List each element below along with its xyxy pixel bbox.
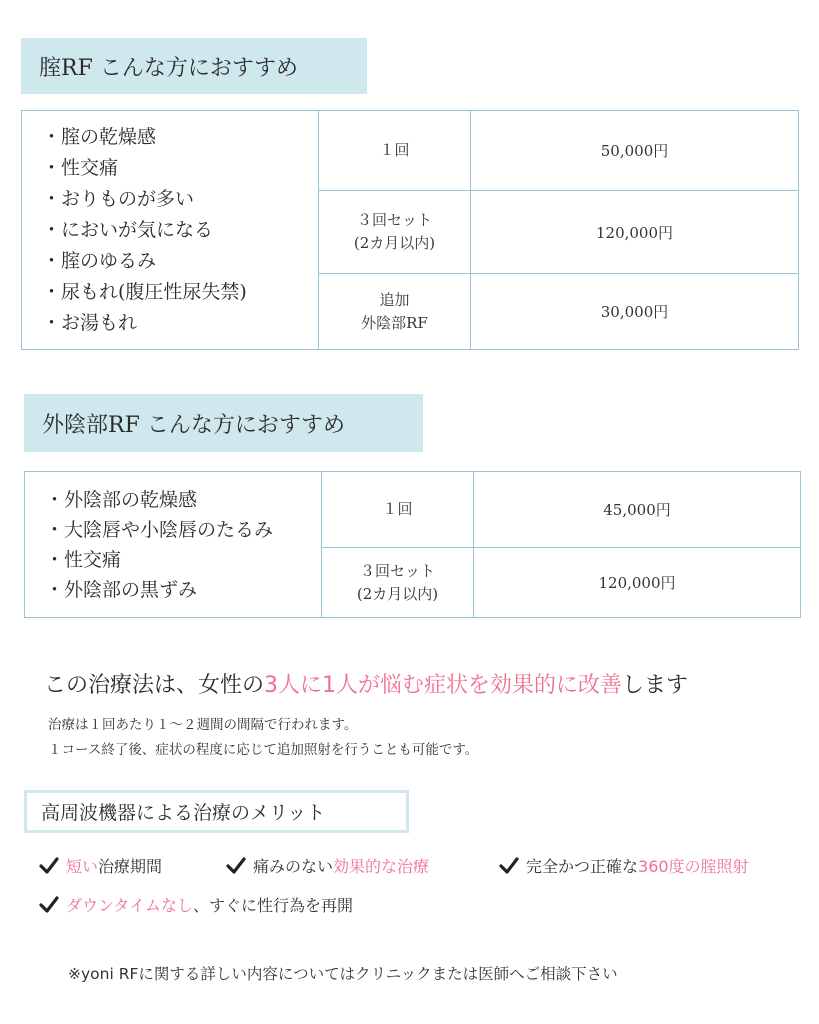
headline-text: します — [622, 673, 689, 698]
symptom-cell — [25, 472, 322, 618]
plan-label: １回 — [319, 111, 471, 191]
treatment-headline — [44, 668, 688, 699]
vaginal-rf-price-table — [21, 110, 799, 350]
plan-price: 50,000円 — [471, 111, 799, 191]
merit-item: 短い 治療期間 — [38, 854, 162, 877]
plan-label: ３回セット (2カ月以内) — [322, 548, 474, 618]
merit-item: 痛みのない 効果的な治療 — [225, 854, 429, 877]
symptom-item: ・尿もれ(腹圧性尿失禁) — [42, 280, 247, 303]
merit-item: ダウンタイムなし 、すぐに性行為を再開 — [38, 893, 353, 916]
headline-highlight: 3人に1人が悩む症状を効果的に改善 — [264, 673, 623, 698]
plan-price: 45,000円 — [474, 472, 801, 548]
note-line: １コース終了後、症状の程度に応じて追加照射を行うことも可能です。 — [48, 742, 479, 758]
symptom-list — [42, 122, 318, 339]
symptom-item: ・外陰部の黒ずみ — [45, 578, 198, 601]
symptom-item: ・性交痛 — [45, 548, 122, 571]
treatment-notes — [48, 713, 478, 763]
plan-label: ３回セット (2カ月以内) — [319, 191, 471, 274]
check-icon — [38, 894, 60, 916]
check-icon — [498, 855, 520, 877]
symptom-list — [45, 485, 321, 605]
symptom-item: ・お湯もれ — [42, 311, 138, 334]
section1-title: 腟RF こんな方におすすめ — [21, 38, 367, 94]
symptom-item: ・腟のゆるみ — [42, 249, 157, 272]
merit-item: 完全かつ正確な 360度の腟照射 — [498, 854, 749, 877]
plan-label: １回 — [322, 472, 474, 548]
symptom-item: ・外陰部の乾燥感 — [45, 488, 198, 511]
plan-price: 120,000円 — [471, 191, 799, 274]
check-icon — [225, 855, 247, 877]
footnote: ※yoni RFに関する詳しい内容についてはクリニックまたは医師へご相談下さい — [68, 965, 618, 983]
vulva-rf-price-table — [24, 471, 801, 618]
symptom-item: ・おりものが多い — [42, 187, 195, 210]
section2-title: 外陰部RF こんな方におすすめ — [24, 394, 423, 452]
merit-title: 高周波機器による治療のメリット — [24, 790, 409, 833]
check-icon — [38, 855, 60, 877]
plan-price: 120,000円 — [474, 548, 801, 618]
symptom-item: ・腟の乾燥感 — [42, 125, 157, 148]
symptom-cell — [22, 111, 319, 350]
symptom-item: ・性交痛 — [42, 156, 119, 179]
note-line: 治療は１回あたり１～２週間の間隔で行われます。 — [48, 717, 358, 733]
symptom-item: ・においが気になる — [42, 218, 214, 241]
plan-price: 30,000円 — [471, 274, 799, 350]
symptom-item: ・大陰唇や小陰唇のたるみ — [45, 518, 274, 541]
headline-text: この治療法は、女性の — [44, 673, 265, 698]
plan-label: 追加 外陰部RF — [319, 274, 471, 350]
